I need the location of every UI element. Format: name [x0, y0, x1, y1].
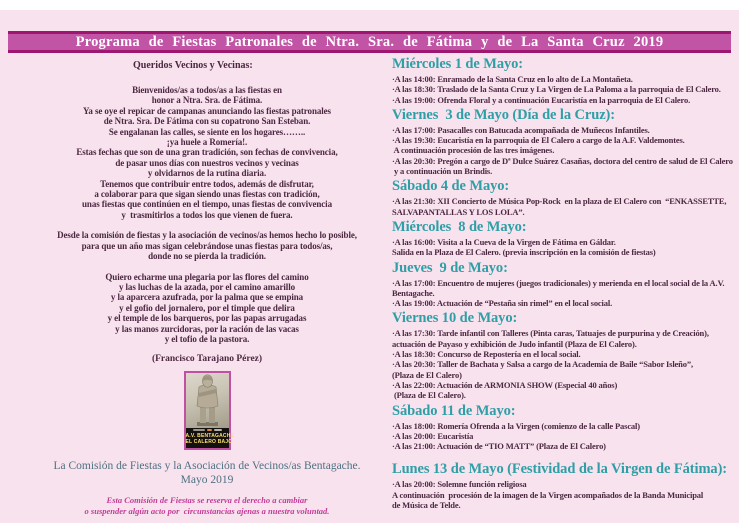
top-margin-strip [0, 0, 739, 10]
event-line: ·A las 18:00: Romería Ofrenda a la Virgen (comienzo de la calle Pascal) [392, 420, 640, 431]
event-line: y a continuación un Brindis. [392, 166, 493, 177]
program-day [392, 260, 739, 309]
event-line: (Plaza de El Calero) [392, 369, 462, 380]
letter-salutation: Queridos Vecinos y Vecinas: [133, 60, 253, 71]
letter-line: para que un año mas sigan celebrándose unas fiestas para todos/as, [81, 240, 333, 251]
letter-signature: (Francisco Tarajano Pérez) [151, 354, 263, 365]
program-column [392, 56, 739, 512]
event-line: ·A las 19:00: Ofrenda Floral y a continuación Eucaristía en la parroquia de El Calero. [392, 94, 691, 105]
day-heading: Jueves 9 de Mayo: [392, 259, 508, 276]
event-line: Salida en la Plaza de El Calero. (previa inscripción en la comisión de fiestas) [392, 247, 656, 258]
statue-photo [184, 371, 235, 450]
letter-line: y olvidarnos de la rutina diaria. [147, 168, 267, 179]
event-line: ·A las 17:30: Tarde infantil con Talleres (Pinta caras, Tatuajes de purpurina y de Creación), [392, 328, 709, 339]
event-line: A continuación procesión de la imagen de la Virgen acompañados de la Banda Municipal [392, 489, 704, 500]
event-line: ·A las 19:00: Actuación de “Pestaña sin rimel” en el local social. [392, 298, 613, 309]
photo-caption-line1: A.V. BENTAGACHE [185, 433, 235, 440]
letter-line: Bienvenidos/as a todos/as a las fiestas en [132, 85, 282, 95]
event-line: ·A las 20:30: Taller de Bachata y Salsa a cargo de la Academia de Baile “Sabor Isleño”, [392, 359, 693, 370]
day-heading: Lunes 13 de Mayo (Festividad de la Virgen de Fátima): [392, 461, 728, 478]
program-day [392, 107, 739, 176]
statue-image [186, 373, 229, 428]
event-line: (Plaza de El Calero). [392, 390, 466, 401]
letter-body [36, 85, 378, 344]
letter-paragraph [36, 230, 378, 261]
letter-line: y trasmitirlos a todos los que vienen de fuera. [121, 209, 293, 220]
program-day [392, 403, 739, 452]
event-line: ·A las 20:00: Solemne función religiosa [392, 479, 527, 490]
program-day [392, 461, 739, 510]
event-line: actuación de Payaso y exhibición de Judo infantil (Plaza de El Calero). [392, 338, 637, 349]
day-heading: Miércoles 8 de Mayo: [392, 218, 527, 235]
letter-line: honor a Ntra. Sra. de Fátima. [151, 95, 263, 106]
letter-line: y la aparcera azufrada, por la palma que se empina [110, 292, 304, 303]
letter-line: ¡ya huele a Romería!. [166, 137, 248, 148]
letter-line: y el gofio del jornalero, por el timple que delira [119, 302, 295, 313]
event-line: ·A las 18:30: Traslado de la Santa Cruz y La Virgen de La Paloma a la parroquia de El Calero. [392, 84, 721, 95]
program-day [392, 56, 739, 105]
program-day [392, 178, 739, 217]
event-line: ·A las 16:00: Visita a la Cueva de la Virgen de Fátima en Gáldar. [392, 236, 616, 247]
title-banner [8, 31, 731, 53]
letter-line: de pasar unos días con nuestros vecinos y vecinas [115, 157, 299, 168]
day-heading: Miércoles 1 de Mayo: [392, 56, 524, 72]
letter-line: y las manos zurcidoras, por la ración de las vacas [115, 323, 299, 334]
day-heading: Sábado 4 de Mayo: [392, 178, 510, 195]
event-line: ·A las 17:00: Encuentro de mujeres (juegos tradicionales) y merienda en el local social de la A.V. [392, 277, 725, 288]
letter-column [36, 60, 378, 516]
event-line: de Música de Telde. [392, 500, 461, 511]
letter-line: y las luchas de la azada, por el camino amarillo [118, 281, 296, 292]
day-heading: Sábado 11 de Mayo: [392, 402, 516, 419]
day-heading: Viernes 10 de Mayo: [392, 310, 518, 327]
letter-line: donde no se pierda la tradición. [148, 251, 266, 262]
event-line: A continuación procesión de las tres imágenes. [392, 145, 555, 156]
letter-line: y el tofio de la pastora. [164, 333, 250, 344]
letter-line: Ya se oye el repicar de campanas anunciando las fiestas patronales [83, 105, 331, 116]
letter-line: Tenemos que contribuir entre todos, además de disfrutar, [100, 178, 314, 189]
date-line: Mayo 2019 [180, 473, 234, 486]
letter-line: Estas fechas que son de una gran tradición, son fechas de convivencia, [76, 147, 338, 158]
day-heading: Viernes 3 de Mayo (Día de la Cruz): [392, 106, 615, 123]
page-title: Programa de Fiestas Patronales de Ntra. Sra. de Fátima y de La Santa Cruz 2019 [75, 33, 664, 50]
letter-line: y el temple de los barqueros, por las papas arrugadas [107, 313, 307, 324]
disclaimer-note [36, 495, 378, 516]
event-line: ·A las 18:30: Concurso de Repostería en el local social. [392, 349, 581, 360]
letter-line: Desde la comisión de fiestas y la asociación de vecinos/as hemos hecho lo posible, [57, 230, 357, 241]
event-line: ·A las 22:00: Actuación de ARMONIA SHOW (Especial 40 años) [392, 379, 618, 390]
letter-line: unas fiestas que continúen en el tiempo, unas fiestas de convivencia [82, 199, 332, 210]
committee-line: La Comisión de Fiestas y la Asociación de Vecinos/as Bentagache. [53, 460, 361, 473]
disclaimer-line-2: o suspender algún acto por circunstancias ajenas a nuestra voluntad. [84, 505, 330, 516]
program-day [392, 219, 739, 258]
disclaimer-line-1: Esta Comisión de Fiestas se reserva el derecho a cambiar [106, 495, 308, 506]
letter-line: Quiero echarme una plegaria por las flores del camino [105, 271, 309, 282]
event-line: Bentagache. [392, 287, 435, 298]
letter-line: a colaborar para que sigan siendo unas fiestas con tradición, [94, 189, 320, 200]
event-line: ·A las 20:00: Eucaristía [392, 430, 474, 441]
event-line: ·A las 19:30: Eucaristía en la parroquia de El Calero a cargo de la A.F. Valdemontes. [392, 135, 685, 146]
event-line: SALVAPANTALLAS Y LOS LOLA”. [392, 206, 525, 217]
letter-paragraph [36, 85, 378, 220]
event-line: ·A las 14:00: Enramado de la Santa Cruz en lo alto de La Montañeta. [392, 74, 633, 84]
photo-caption-band [185, 428, 235, 448]
event-line: ·A las 20:30: Pregón a cargo de Dª Dulce Suárez Casañas, doctora del centro de salud de El Calero [392, 155, 733, 166]
statue-figure-icon [186, 373, 229, 428]
letter-line: Se engalanan las calles, se siente en los hogares…….. [108, 126, 306, 137]
event-line: ·A las 21:00: Actuación de “TIO MATT” (Plaza de El Calero) [392, 441, 606, 452]
program-day [392, 310, 739, 400]
photo-caption-line2: EL CALERO BAJO [185, 439, 233, 446]
photo-micro-text [186, 429, 229, 432]
event-line: ·A las 17:00: Pasacalles con Batucada acompañada de Muñecos Infantiles. [392, 124, 650, 135]
event-line: ·A las 21:30: XII Concierto de Música Pop-Rock en la plaza de El Calero con “ENKASSETTE, [392, 196, 727, 207]
letter-paragraph [36, 272, 378, 345]
letter-line: de Ntra. Sra. De Fátima con su copatrono San Esteban. [103, 116, 311, 127]
